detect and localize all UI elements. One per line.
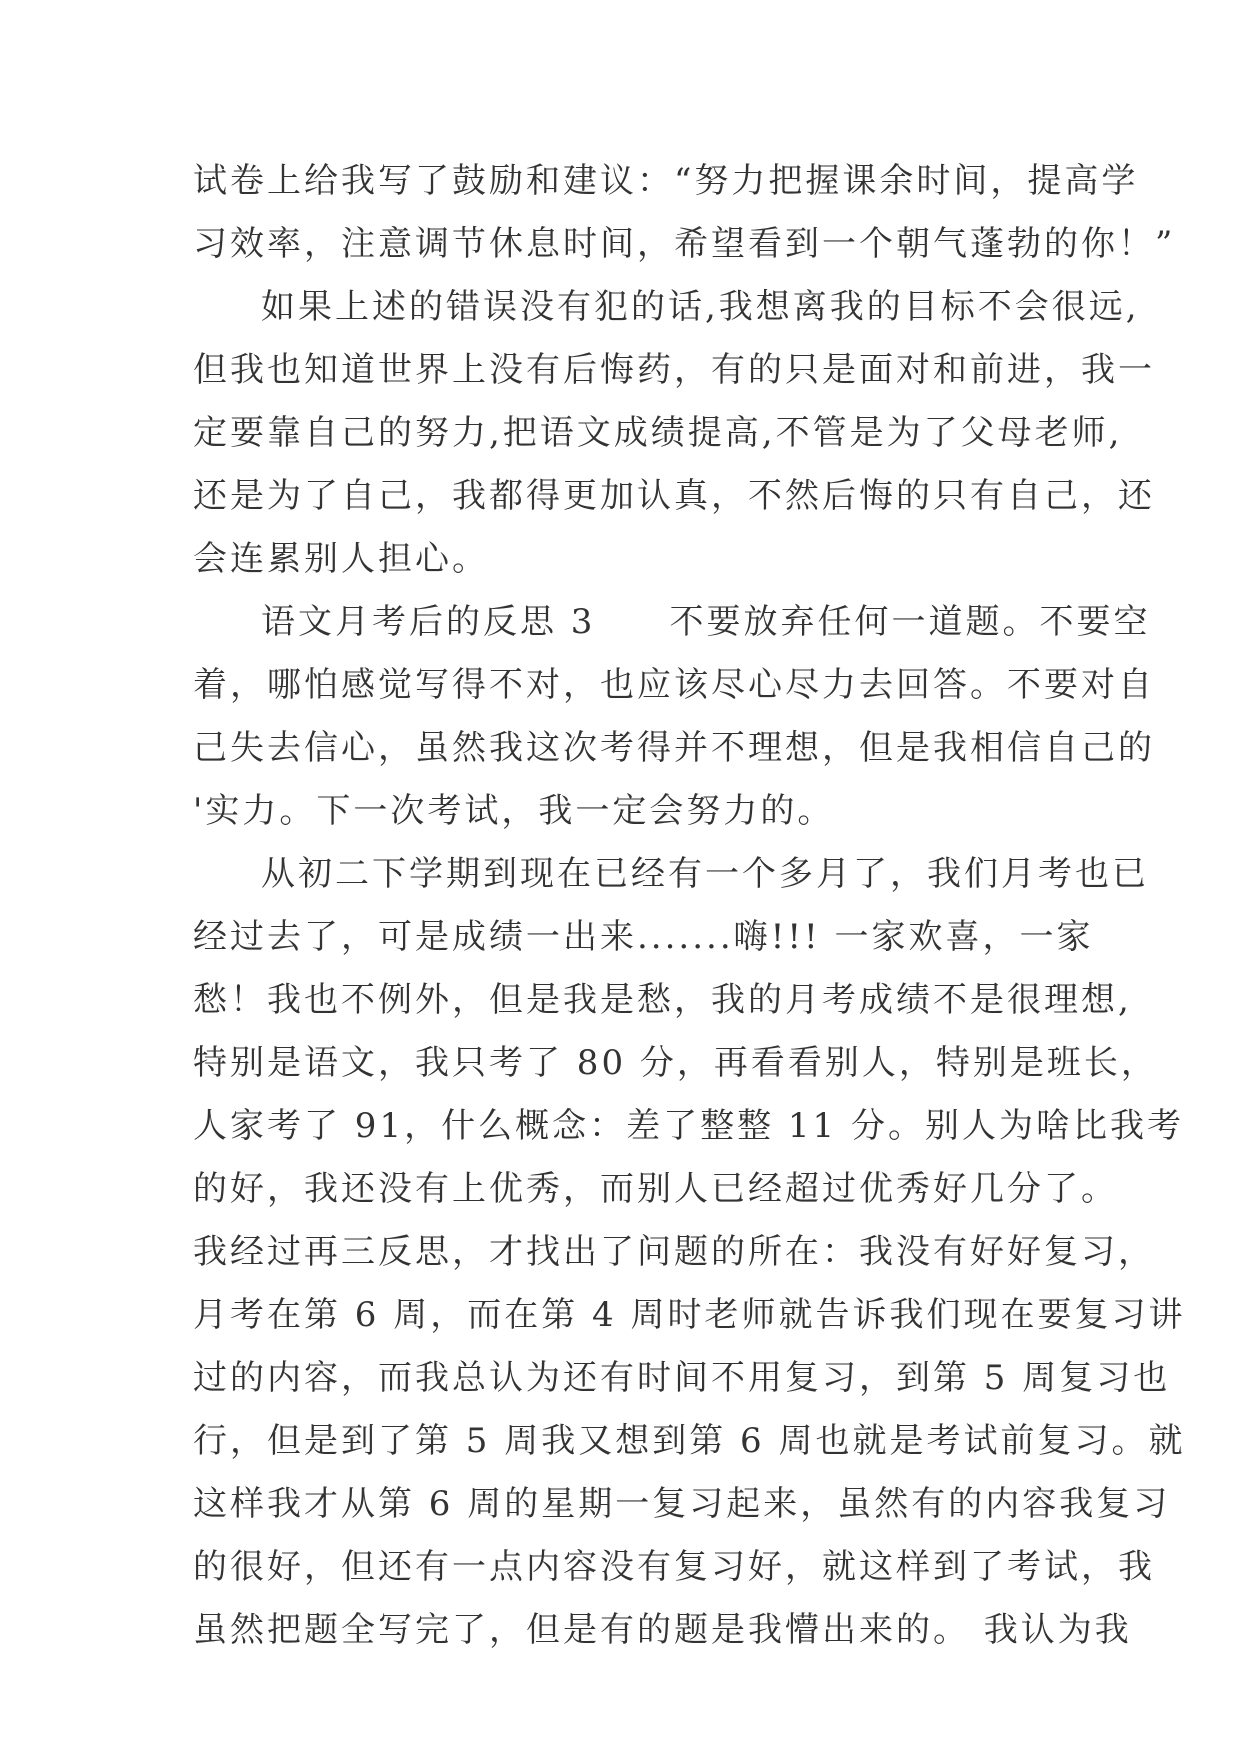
text-line: 这样我才从第 6 周的星期一复习起来，虽然有的内容我复习 xyxy=(193,1484,1171,1524)
text-line: 从初二下学期到现在已经有一个多月了，我们月考也已 xyxy=(261,854,1149,894)
text-line: 过的内容，而我总认为还有时间不用复习，到第 5 周复习也 xyxy=(193,1358,1171,1398)
text-line: 试卷上给我写了鼓励和建议：“努力把握课余时间，提高学 xyxy=(193,161,1139,201)
text-line: '实力。下一次考试，我一定会努力的。 xyxy=(193,791,835,831)
text-line: 的好，我还没有上优秀，而别人已经超过优秀好几分了。 xyxy=(193,1169,1118,1209)
document-body xyxy=(193,150,1186,1662)
text-line: 如果上述的错误没有犯的话,我想离我的目标不会很远, xyxy=(261,287,1140,327)
text-line: 特别是语文，我只考了 80 分，再看看别人，特别是班长， xyxy=(193,1043,1158,1083)
text-line: 我经过再三反思，才找出了问题的所在：我没有好好复习， xyxy=(193,1232,1155,1272)
text-line: 定要靠自己的努力,把语文成绩提高,不管是为了父母老师, xyxy=(193,413,1123,453)
text-line: 愁！我也不例外，但是我是愁，我的月考成绩不是很理想, xyxy=(193,980,1132,1020)
text-line: 虽然把题全写完了，但是有的题是我懵出来的。 我认为我 xyxy=(193,1610,1132,1650)
text-line: 着，哪怕感觉写得不对，也应该尽心尽力去回答。不要对自 xyxy=(193,665,1155,705)
text-line: 习效率，注意调节休息时间，希望看到一个朝气蓬勃的你！” xyxy=(193,224,1176,264)
text-line: 会连累别人担心。 xyxy=(193,539,489,579)
text-line: 语文月考后的反思 3 不要放弃任何一道题。不要空 xyxy=(261,602,1151,642)
text-line: 己失去信心，虽然我这次考得并不理想，但是我相信自己的 xyxy=(193,728,1155,768)
text-line: 行，但是到了第 5 周我又想到第 6 周也就是考试前复习。就 xyxy=(193,1421,1186,1461)
text-line: 的很好，但还有一点内容没有复习好，就这样到了考试，我 xyxy=(193,1547,1155,1587)
text-line: 人家考了 91，什么概念：差了整整 11 分。别人为啥比我考 xyxy=(193,1106,1184,1146)
text-line: 但我也知道世界上没有后悔药，有的只是面对和前进，我一 xyxy=(193,350,1155,390)
text-line: 还是为了自己，我都得更加认真，不然后悔的只有自己，还 xyxy=(193,476,1155,516)
text-line: 经过去了，可是成绩一出来.......嗨!!! 一家欢喜，一家 xyxy=(193,917,1094,957)
text-line: 月考在第 6 周，而在第 4 周时老师就告诉我们现在要复习讲 xyxy=(193,1295,1186,1335)
